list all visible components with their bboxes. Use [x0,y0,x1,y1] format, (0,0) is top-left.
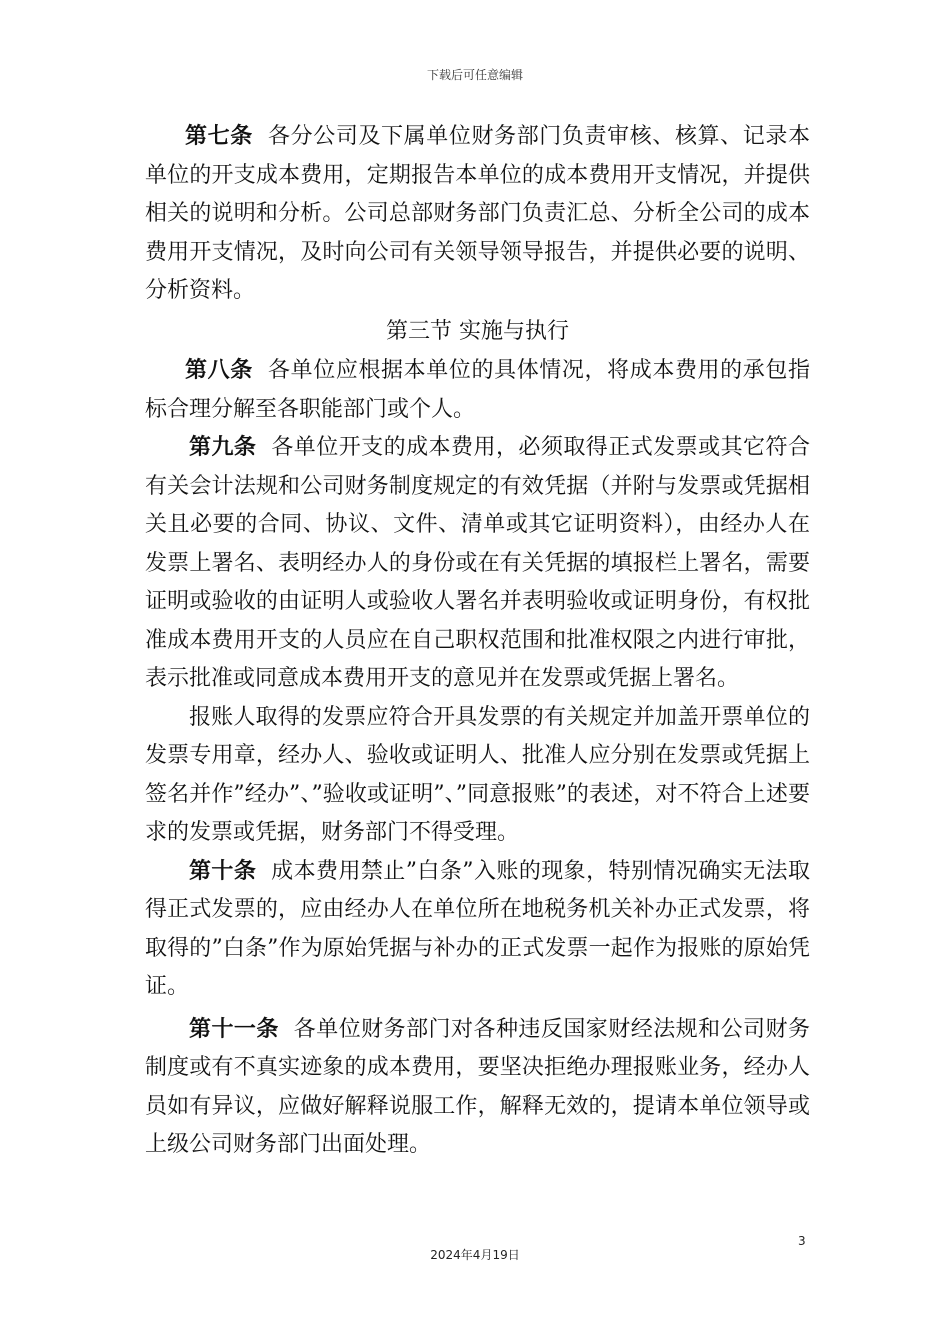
article-7-label: 第七条 [185,124,253,149]
article-8-text: 各单位应根据本单位的具体情况，将成本费用的承包指标合理分解至各职能部门或个人。 [145,358,810,422]
page-footer-date: 2024年4月19日 [430,1248,520,1262]
section-title: 第三节 实施与执行 [386,318,569,344]
article-11-label: 第十一条 [189,1016,279,1042]
page-number: 3 [798,1234,806,1248]
article-8-label: 第八条 [185,358,253,383]
article-7-text: 各分公司及下属单位财务部门负责审核、核算、记录本单位的开支成本费用，定期报告本单位的成本费用开支情况，并提供相关的说明和分析。公司总部财务部门负责汇总、分析全公司的成本费用开支情况，及时向公司有关领导领导报告，并提供必要的说明、分析资料。 [145,124,810,303]
document-body [145,118,810,1165]
article-10-text: 成本费用禁止”白条”入账的现象，特别情况确实无法取得正式发票的，应由经办人在单位所在地税务机关补办正式发票，将取得的”白条”作为原始凭据与补办的正式发票一起作为报账的原始凭证。 [145,858,810,999]
article-9 [145,429,810,699]
article-11-text: 各单位财务部门对各种违反国家财经法规和公司财务制度或有不真实迹象的成本费用，要坚决拒绝办理报账业务，经办人员如有异议，应做好解释说服工作，解释无效的，提请本单位领导或上级公司财务部门出面处理。 [145,1016,810,1157]
article-9-paragraph-2: 报账人取得的发票应符合开具发票的有关规定并加盖开票单位的发票专用章，经办人、验收或证明人、批准人应分别在发票或凭据上签名并作”经办”、”验收或证明”、”同意报账”的表述，对不符合上述要求的发票或凭据，财务部门不得受理。 [145,704,810,845]
article-9-label: 第九条 [189,435,257,460]
article-11 [145,1011,810,1165]
page-header: 下载后可任意编辑 [426,68,523,82]
article-10-label: 第十条 [189,858,257,884]
article-8 [145,352,810,429]
article-7 [145,118,810,311]
article-9-text: 各单位开支的成本费用，必须取得正式发票或其它符合有关会计法规和公司财务制度规定的有效凭据（并附与发票或凭据相关且必要的合同、协议、文件、清单或其它证明资料），由经办人在发票上署名、表明经办人的身份或在有关凭据的填报栏上署名，需要证明或验收的由证明人或验收人署名并表明验收或证明身份，有权批准成本费用开支的人员应在自己职权范围和批准权限之内进行审批，表示批准或同意成本费用开支的意见并在发票或凭据上署名。 [145,435,810,691]
article-10 [145,853,810,1007]
